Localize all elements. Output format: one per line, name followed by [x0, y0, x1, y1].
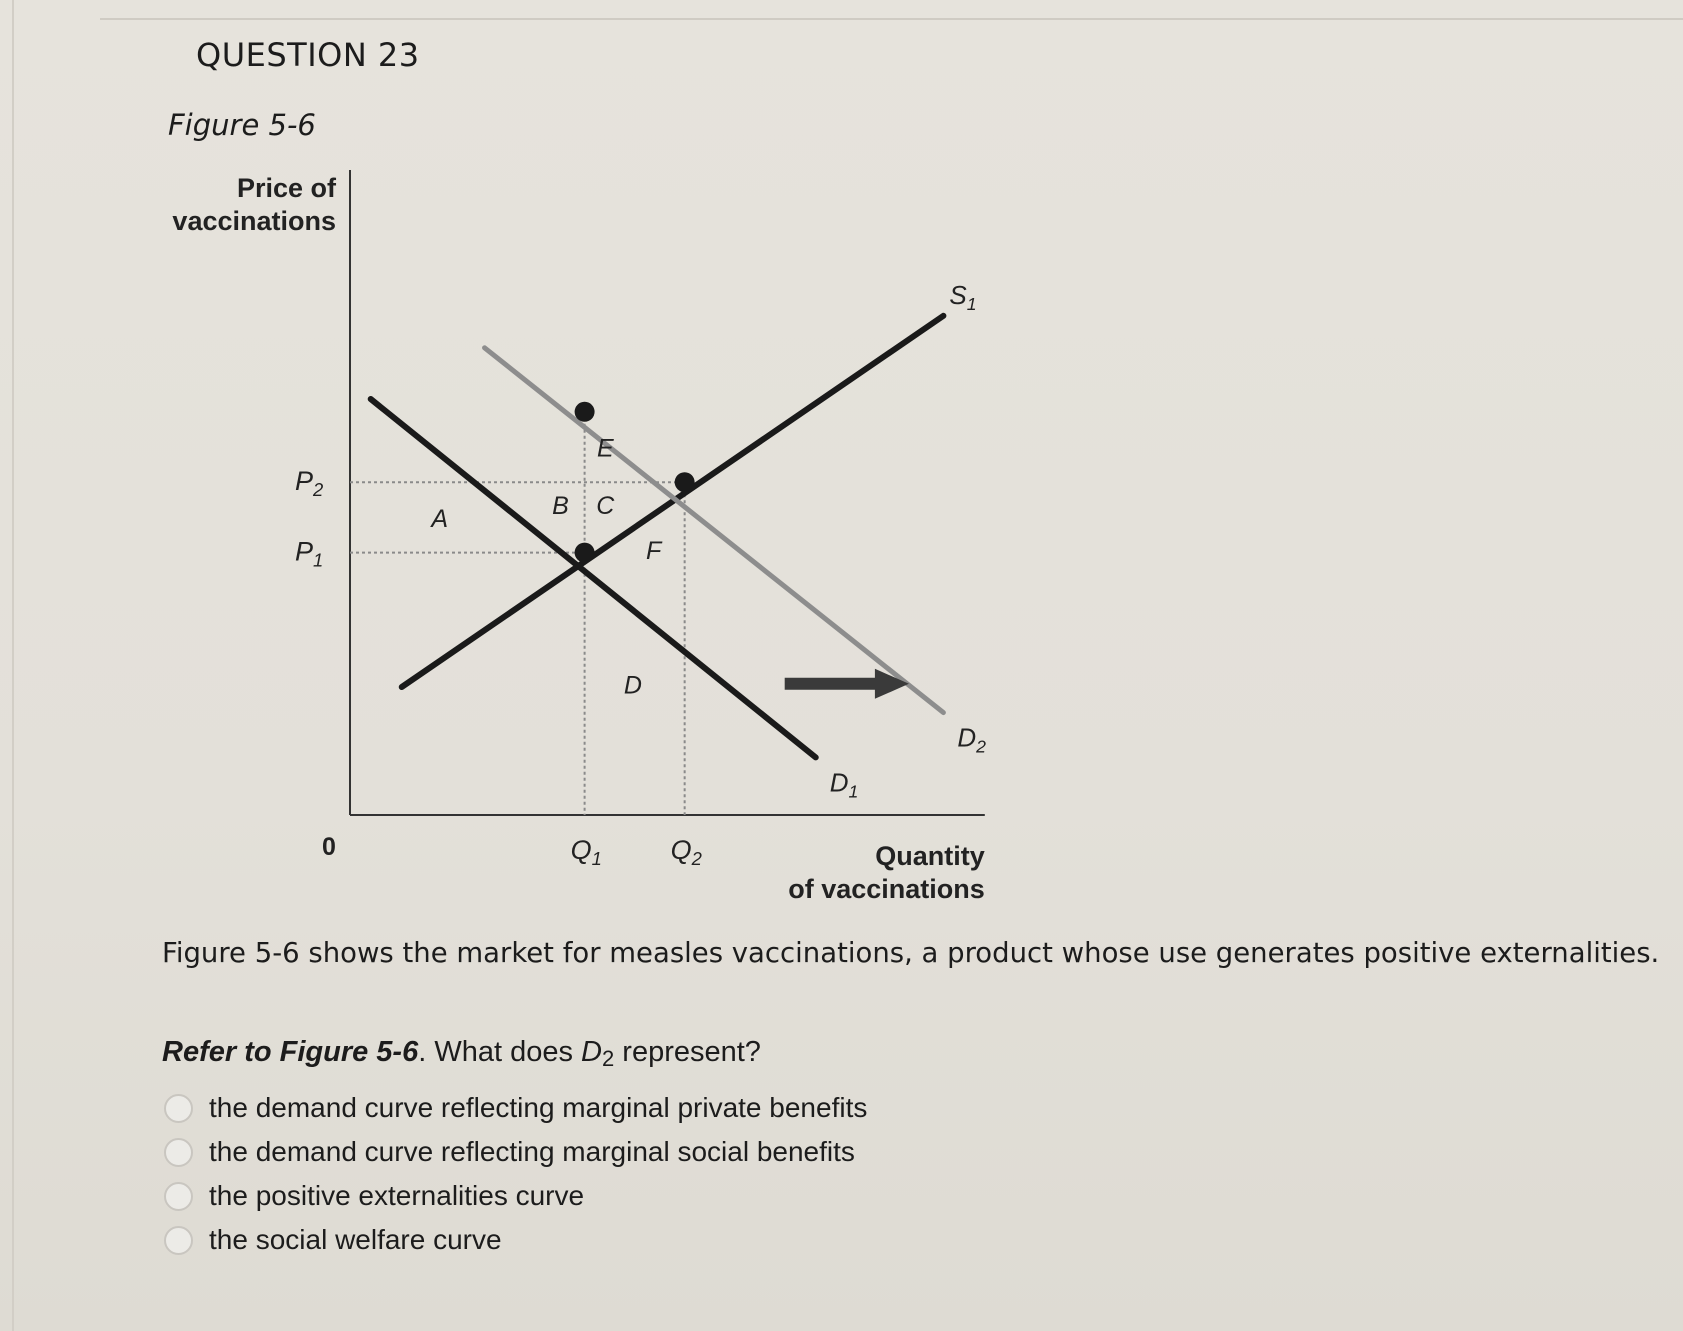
quantity-tick-label-sub: 1 [591, 848, 602, 869]
area-label-f: F [645, 537, 662, 565]
x-axis-label: of vaccinations [788, 874, 985, 904]
quantity-tick-label [671, 835, 702, 869]
d2-at-q1-point [575, 402, 595, 422]
curve-label [830, 767, 859, 801]
x-axis-label: Quantity [875, 841, 985, 871]
figure-label: Figure 5-6 [168, 108, 316, 142]
curve-s1 [402, 316, 944, 687]
quantity-tick-label [571, 835, 602, 869]
y-axis-label: vaccinations [172, 206, 336, 236]
curve-label-sub: 1 [848, 781, 859, 802]
price-tick-label [295, 466, 323, 500]
answer-option-label: the demand curve reflecting marginal social benefits [209, 1136, 855, 1167]
curve-label-main: S [949, 279, 967, 310]
curve-label-sub: 2 [976, 736, 987, 757]
area-label-a: A [431, 505, 449, 533]
radio-button[interactable] [164, 1094, 193, 1123]
quantity-tick-label-sub: 2 [691, 848, 702, 869]
left-border [12, 0, 14, 1331]
price-tick-label-main: P [295, 536, 314, 567]
origin-label: 0 [322, 833, 336, 861]
radio-button[interactable] [164, 1138, 193, 1167]
price-tick-label-main: P [295, 466, 314, 497]
quantity-tick-label-main: Q [670, 835, 692, 865]
area-label-b: B [552, 492, 569, 521]
social-equilibrium-point [675, 472, 695, 492]
private-equilibrium-point [575, 543, 595, 563]
answer-option[interactable] [164, 1218, 867, 1262]
answer-option[interactable] [164, 1130, 867, 1174]
answer-option[interactable] [164, 1086, 867, 1130]
prompt-subscript: 2 [601, 1046, 615, 1071]
y-axis-label: Price of [236, 173, 336, 203]
area-label-e: E [596, 434, 614, 463]
price-tick-label [295, 537, 323, 571]
prompt-mid: . What does [418, 1036, 582, 1068]
curve-label [957, 723, 986, 757]
quantity-tick-label-main: Q [570, 835, 592, 865]
curve-label-sub: 1 [966, 293, 977, 314]
area-label-c: C [596, 492, 615, 521]
question-prompt [162, 1036, 761, 1072]
radio-button[interactable] [164, 1182, 193, 1211]
area-label-d: D [623, 671, 642, 700]
curve-label-main: D [957, 722, 977, 753]
answer-option-label: the positive externalities curve [209, 1180, 585, 1211]
divider-line [100, 18, 1683, 20]
price-tick-label-sub: 1 [313, 549, 324, 571]
curve-d1 [371, 399, 816, 757]
answer-options [164, 1086, 867, 1262]
prompt-variable: D [581, 1036, 602, 1068]
prompt-end: represent? [614, 1036, 761, 1068]
answer-option[interactable] [164, 1174, 867, 1218]
figure-caption: Figure 5-6 shows the market for measles vaccinations, a product whose use generates positive externalities. [162, 937, 1660, 969]
prompt-reference: Refer to Figure 5-6 [162, 1036, 419, 1068]
price-tick-label-sub: 2 [313, 479, 324, 501]
curve-label [949, 280, 976, 314]
answer-option-label: the social welfare curve [209, 1224, 502, 1255]
curve-d2 [485, 348, 944, 713]
answer-option-label: the demand curve reflecting marginal private benefits [209, 1092, 868, 1123]
figure-5-6-chart [150, 170, 1030, 910]
question-title: QUESTION 23 [196, 36, 420, 74]
curve-label-main: D [829, 767, 849, 798]
radio-button[interactable] [164, 1226, 193, 1255]
